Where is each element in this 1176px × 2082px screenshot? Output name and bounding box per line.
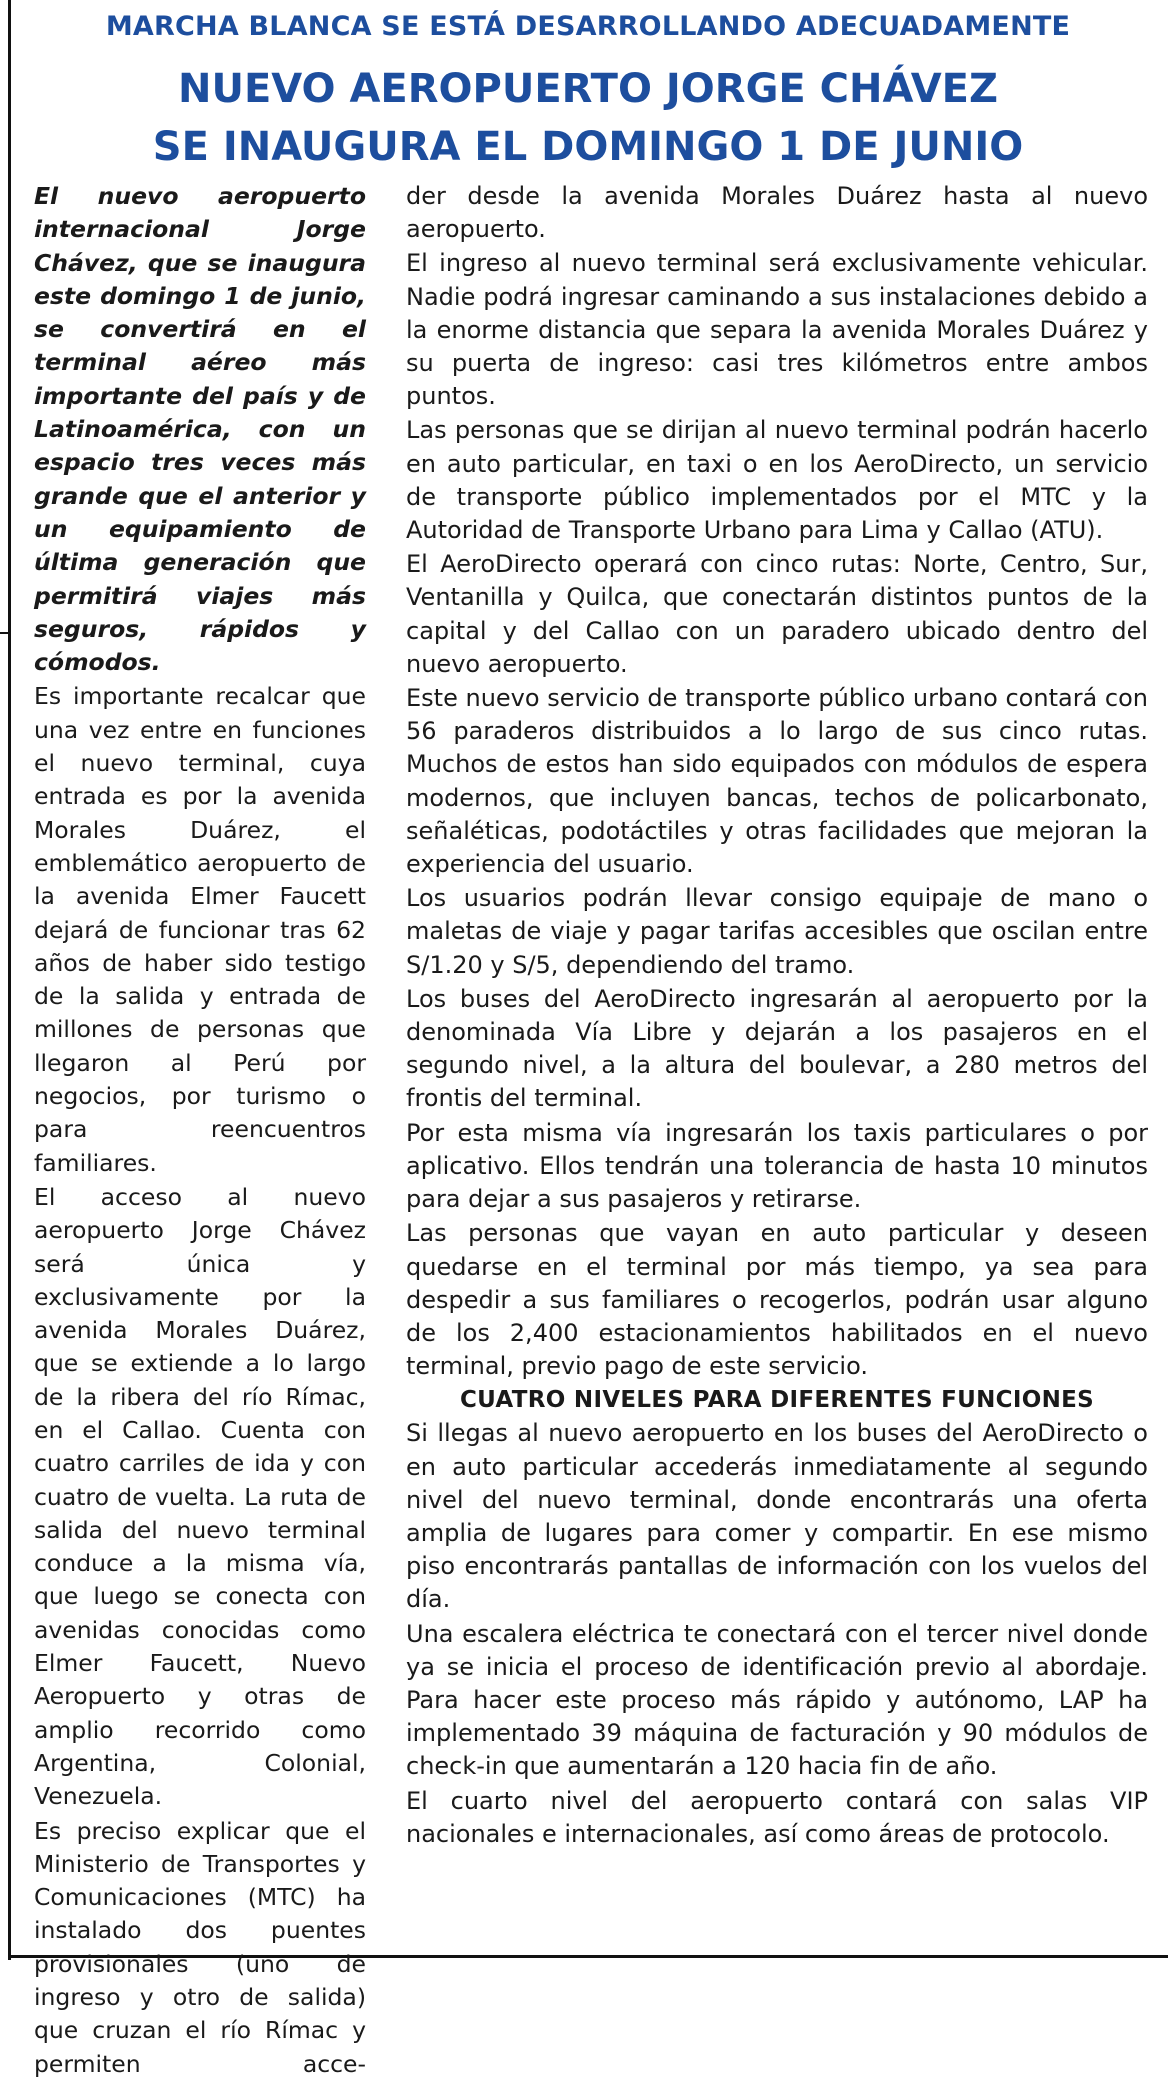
body-paragraph: El acceso al nuevo aeropuerto Jorge Chávez será única y exclusivamente por la avenida Morales Duárez, que se extiende a lo largo de la ribera del río Rímac, en el Callao. Cuenta con cuatro carriles de ida y con cuatro de vuelta. La ruta de salida del nuevo terminal conduce a la misma vía, que luego se conecta con avenidas conocidas como Elmer Faucett, Nuevo Aeropuerto y otras de amplio recorrido como Argentina, Colonial, Venezuela. (34, 1182, 366, 1811)
headline-line-2: SE INAUGURA EL DOMINGO 1 DE JUNIO (152, 124, 1024, 170)
body-paragraph: Los usuarios podrán llevar consigo equipaje de mano o maletas de viaje y pagar tarifas accesibles que oscilan entre S/1.20 y S/5, dependiendo del tramo. (406, 884, 1148, 979)
article-headline (0, 60, 1176, 176)
body-paragraph: Las personas que se dirijan al nuevo terminal podrán hacerlo en auto particular, en taxi o en los AeroDirecto, un servicio de transporte público implementados por el MTC y la Autoridad de Transporte Urbano para Lima y Callao (ATU). (406, 416, 1148, 545)
right-column (406, 180, 1148, 1852)
body-paragraph: Las personas que vayan en auto particular y deseen quedarse en el terminal por más tiempo, ya sea para despedir a sus familiares o recogerlos, podrán usar alguno de los 2,400 estacionamientos habilitados en el nuevo terminal, previo pago de este servicio. (406, 1219, 1148, 1381)
body-paragraph: El cuarto nivel del aeropuerto contará con salas VIP nacionales e internacionales, así como áreas de protocolo. (406, 1786, 1148, 1848)
body-paragraph: Una escalera eléctrica te conectará con el tercer nivel donde ya se inicia el proceso de identificación previo al abordaje. Para hacer este proceso más rápido y autónomo, LAP ha implementado 39 máquina de facturación y 90 módulos de check-in que aumentarán a 120 hacia fin de año. (406, 1619, 1148, 1781)
left-rule-tick (0, 632, 10, 634)
body-paragraph: Por esta misma vía ingresarán los taxis particulares o por aplicativo. Ellos tendrán una tolerancia de hasta 10 minutos para dejar a sus pasajeros y retirarse. (406, 1118, 1148, 1214)
body-paragraph: El ingreso al nuevo terminal será exclusivamente vehicular. Nadie podrá ingresar caminando a sus instalaciones debido a la enorme distancia que separa la avenida Morales Duárez y su puerta de ingreso: casi tres kilómetros entre ambos puntos. (406, 249, 1148, 411)
left-column (34, 180, 366, 2082)
lede-paragraph: El nuevo aeropuerto internacional Jorge Chávez, que se inaugura este domingo 1 de junio, se convertirá en el terminal aéreo más importante del país y de Latinoamérica, con un espacio tres veces más grande que el anterior y un equipamiento de última generación que permitirá viajes más seguros, rápidos y cómodos. (34, 182, 366, 677)
body-paragraph: Este nuevo servicio de transporte público urbano contará con 56 paraderos distribuidos a lo largo de sus cinco rutas. Muchos de estos han sido equipados con módulos de espera modernos, que incluyen bancas, techos de policarbonato, señaléticas, podotáctiles y otras facilidades que mejoran la experiencia del usuario. (406, 684, 1148, 879)
left-column-rule (8, 0, 11, 1960)
body-paragraph: El AeroDirecto operará con cinco rutas: Norte, Centro, Sur, Ventanilla y Quilca, que conectarán distintos puntos de la capital y del Callao con un paradero ubicado dentro del nuevo aeropuerto. (406, 550, 1148, 678)
body-paragraph: Es importante recalcar que una vez entre en funciones el nuevo terminal, cuya entrada es por la avenida Morales Duárez, el emblemático aeropuerto de la avenida Elmer Faucett dejará de funcionar tras 62 años de haber sido testigo de la salida y entrada de millones de personas que llegaron al Perú por negocios, por turismo o para reencuentros familiares. (34, 682, 366, 1177)
body-paragraph: Si llegas al nuevo aeropuerto en los buses del AeroDirecto o en auto particular accederás inmediatamente al segundo nivel del nuevo terminal, donde encontrarás una oferta amplia de lugares para comer y compartir. En ese mismo piso encontrarás pantallas de información con los vuelos del día. (406, 1419, 1148, 1614)
headline-line-1: NUEVO AEROPUERTO JORGE CHÁVEZ (177, 66, 999, 112)
body-paragraph: Es preciso explicar que el Ministerio de Transportes y Comunicaciones (MTC) ha instalado dos puentes provisionales (uno de ingreso y otro de salida) que cruzan el río Rímac y permiten acce- (34, 1816, 366, 2078)
body-paragraph: der desde la avenida Morales Duárez hasta al nuevo aeropuerto. (406, 182, 1148, 244)
article-kicker: MARCHA BLANCA SE ESTÁ DESARROLLANDO ADECUADAMENTE (105, 11, 1071, 42)
section-subhead: CUATRO NIVELES PARA DIFERENTES FUNCIONES (459, 1387, 1094, 1414)
body-paragraph: Los buses del AeroDirecto ingresarán al aeropuerto por la denominada Vía Libre y dejarán a los pasajeros en el segundo nivel, a la altura del boulevar, a 280 metros del frontis del terminal. (406, 984, 1148, 1113)
